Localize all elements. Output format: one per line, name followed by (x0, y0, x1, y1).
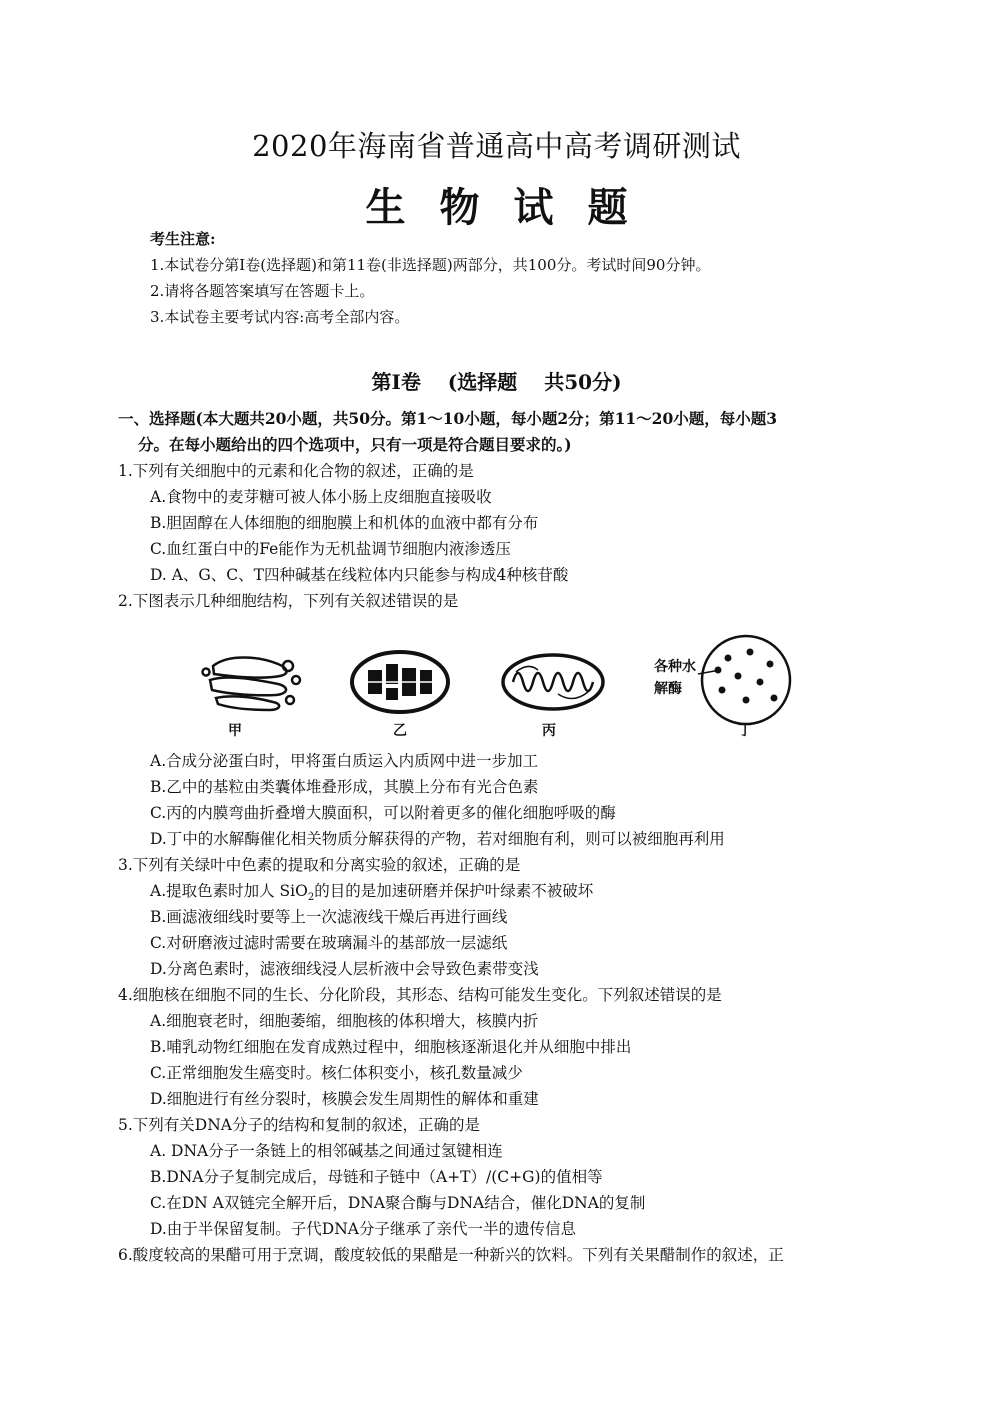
question-3-stem: 3.下列有关绿叶中色素的提取和分离实验的叙述，正确的是 (118, 856, 521, 874)
lysosome-structure (698, 636, 790, 724)
question-1-stem: 1.下列有关细胞中的元素和化合物的叙述，正确的是 (118, 462, 474, 480)
mitochondrion-structure (503, 655, 603, 709)
questions-area (118, 406, 878, 1268)
question-3-option-d: D.分离色素时，滤液细线浸人层析液中会导致色素带变浅 (150, 960, 539, 978)
cell-structures-figure (118, 624, 878, 742)
question-3-option-c: C.对研磨液过滤时需要在玻璃漏斗的基部放一层滤纸 (150, 934, 508, 952)
exam-subject-title: 生物试题 (365, 184, 662, 231)
instructions-line: 分。在每小题给出的四个选项中，只有一项是符合题目要求的。) (138, 435, 572, 454)
candidate-notes (150, 226, 710, 330)
question-5-option-b: B.DNA分子复制完成后，母链和子链中（A+T）/(C+G)的值相等 (150, 1168, 603, 1186)
question-3-option-a (118, 878, 878, 904)
notes-item: 3.本试卷主要考试内容:高考全部内容。 (150, 308, 410, 326)
notes-heading: 考生注意: (150, 230, 216, 248)
exam-title: 2020年海南省普通高中高考调研测试 (252, 129, 741, 163)
section-part: 第Ⅰ卷 (371, 370, 421, 394)
question-2-option-b: B.乙中的基粒由类囊体堆叠形成，其膜上分布有光合色素 (150, 778, 539, 796)
question-2-option-d: D.丁中的水解酶催化相关物质分解获得的产物，若对细胞有利，则可以被细胞再利用 (150, 830, 725, 848)
question-3-option-b: B.画滤液细线时要等上一次滤液线干燥后再进行画线 (150, 908, 508, 926)
chloroplast-structure (352, 652, 448, 712)
figure-label-jia: 甲 (228, 723, 242, 739)
question-1-option-b: B.胆固醇在人体细胞的细胞膜上和机体的血液中都有分布 (150, 514, 539, 532)
instructions-line: 一、选择题(本大题共20小题，共50分。第1～10小题，每小题2分；第11～20小题，每小题3 (118, 409, 778, 428)
section-type: (选择题 (447, 370, 518, 394)
question-5-option-a: A. DNA分子一条链上的相邻碱基之间通过氢键相连 (150, 1142, 503, 1160)
figure-label-yi: 乙 (393, 723, 407, 739)
question-2-option-a: A.合成分泌蛋白时，甲将蛋白质运入内质网中进一步加工 (150, 752, 539, 770)
question-2-option-c: C.丙的内膜弯曲折叠增大膜面积，可以附着更多的催化细胞呼吸的酶 (150, 804, 616, 822)
question-4-option-a: A.细胞衰老时，细胞萎缩，细胞核的体积增大，核膜内折 (150, 1012, 539, 1030)
question-5-option-c: C.在DN A双链完全解开后，DNA聚合酶与DNA结合，催化DNA的复制 (150, 1194, 646, 1212)
question-4-option-c: C.正常细胞发生癌变时。核仁体积变小，核孔数量减少 (150, 1064, 523, 1082)
question-4-option-b: B.哺乳动物红细胞在发育成熟过程中，细胞核逐渐退化并从细胞中排出 (150, 1038, 632, 1056)
question-2-stem: 2.下图表示几种细胞结构，下列有关叙述错误的是 (118, 592, 459, 610)
subscript-2: 2 (307, 892, 315, 904)
question-4-option-d: D.细胞进行有丝分裂时，核膜会发生周期性的解体和重建 (150, 1090, 539, 1108)
figure-label-ding: 丁 (738, 723, 752, 739)
option-a-text-pre: A.提取色素时加人 SiO (150, 882, 308, 900)
figure-annotation-line2: 解酶 (654, 681, 682, 697)
question-5-stem: 5.下列有关DNA分子的结构和复制的叙述，正确的是 (118, 1116, 480, 1134)
question-1-option-d: D. A、G、C、T四种碱基在线粒体内只能参与构成4种核苷酸 (150, 566, 569, 584)
section-heading (0, 366, 993, 395)
question-5-option-d: D.由于半保留复制。子代DNA分子继承了亲代一半的遗传信息 (150, 1220, 576, 1238)
figure-annotation-line1: 各种水 (654, 659, 696, 675)
section-score: 共50分) (544, 370, 622, 394)
notes-item: 2.请将各题答案填写在答题卡上。 (150, 282, 375, 300)
golgi-structure (203, 658, 301, 711)
option-a-text-post: 的目的是加速研磨并保护叶绿素不被破坏 (314, 882, 594, 900)
question-4-stem: 4.细胞核在细胞不同的生长、分化阶段，其形态、结构可能发生变化。下列叙述错误的是 (118, 986, 722, 1004)
question-1-option-a: A.食物中的麦芽糖可被人体小肠上皮细胞直接吸收 (150, 488, 492, 506)
notes-item: 1.本试卷分第Ⅰ卷(选择题)和第11卷(非选择题)两部分，共100分。考试时间90分钟。 (150, 256, 711, 274)
figure-label-bing: 丙 (542, 723, 556, 739)
question-6-stem: 6.酸度较高的果醋可用于烹调，酸度较低的果醋是一种新兴的饮料。下列有关果醋制作的叙述，正 (118, 1246, 784, 1264)
question-1-option-c: C.血红蛋白中的Fe能作为无机盐调节细胞内液渗透压 (150, 540, 511, 558)
